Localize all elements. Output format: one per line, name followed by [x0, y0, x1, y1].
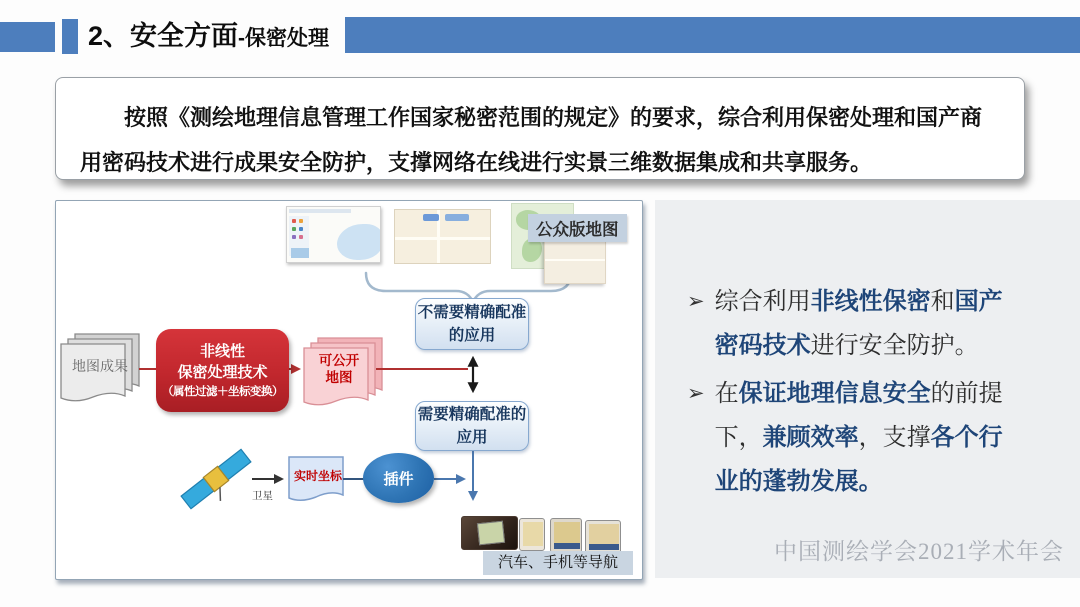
satellite-label: 卫星	[252, 490, 273, 502]
bullet-text-1	[715, 280, 1015, 368]
bullet1-run-em: 非线性保密	[810, 288, 931, 315]
nav-screen	[523, 522, 543, 546]
public-stack-label-line1: 可公开	[318, 353, 360, 368]
app-box-align-line1: 需要精确配准的	[417, 406, 527, 423]
nav-screen	[589, 524, 619, 545]
bullet2-run: 在	[714, 380, 739, 407]
map-road	[545, 259, 606, 261]
source-stack-label: 地图成果	[72, 358, 128, 374]
nav-statusbar	[554, 543, 580, 549]
chevron-bullet-icon: ➢	[687, 290, 705, 313]
nav-screen	[477, 521, 505, 546]
plugin-label: 插件	[383, 470, 414, 488]
app-box-align-line2: 应用	[456, 429, 488, 446]
bullet1-run: 进行安全防护。	[810, 332, 979, 359]
nav-device-photo-3	[550, 518, 582, 553]
header-right-bar	[345, 17, 1080, 53]
page-title	[88, 16, 329, 56]
bullet2-run-em: 各个行业的蓬勃发展。	[714, 424, 1003, 495]
app-box-align	[415, 401, 529, 451]
realtime-doc-label: 实时坐标	[293, 469, 342, 483]
process-box	[156, 329, 289, 412]
bullet2-run-em: 兼顾效率	[762, 424, 859, 451]
public-stack-label-line2: 地图	[325, 370, 353, 385]
intro-box	[55, 77, 1025, 180]
nav-screen	[554, 522, 580, 544]
satellite-icon	[181, 449, 259, 519]
bullet1-run: 综合利用	[714, 288, 811, 315]
app-box-no-align-line1: 不需要精确配准	[417, 304, 527, 321]
process-box-line1: 非线性	[199, 342, 245, 360]
page-title-sub: -保密处理	[238, 27, 330, 50]
plugin-ellipse	[363, 453, 434, 503]
app-box-no-align	[415, 298, 529, 350]
bullet1-run: 和	[930, 288, 955, 315]
page-title-main: 2、安全方面	[88, 21, 239, 51]
diagram-panel	[55, 200, 643, 580]
nav-device-photo-2	[519, 518, 545, 551]
nav-device-photo-4	[585, 520, 621, 554]
nav-caption: 汽车、手机等导航	[483, 551, 633, 575]
header-accent-bar	[62, 19, 78, 54]
bullet2-run-em: 保证地理信息安全	[738, 380, 931, 407]
process-box-line2: 保密处理技术	[177, 363, 268, 381]
bullet-item-1	[687, 280, 1015, 368]
nav-device-photo-car	[461, 516, 518, 550]
header-left-block	[0, 22, 55, 52]
bullet1-run-em: 国产密码技术	[714, 288, 1003, 359]
public-stack-label	[308, 352, 370, 386]
bullet-text-2	[715, 372, 1015, 504]
bullet2-run: 的前提下，	[714, 380, 1003, 451]
public-map-tag: 公众版地图	[528, 214, 627, 242]
right-panel	[655, 200, 1080, 578]
bullet2-run: ，支撑	[858, 424, 931, 451]
bullet-item-2	[687, 372, 1015, 504]
chevron-bullet-icon: ➢	[687, 382, 705, 405]
process-box-line3: （属性过滤＋坐标变换）	[162, 385, 283, 398]
app-box-no-align-line2: 的应用	[448, 327, 496, 344]
conference-watermark: 中国测绘学会2021学术年会	[774, 539, 1064, 564]
nav-statusbar	[589, 544, 619, 550]
intro-text: 按照《测绘地理信息管理工作国家秘密范围的规定》的要求，综合利用保密处理和国产商用密码技术进行成果安全防护，支撑网络在线进行实景三维数据集成和共享服务。	[80, 105, 983, 175]
